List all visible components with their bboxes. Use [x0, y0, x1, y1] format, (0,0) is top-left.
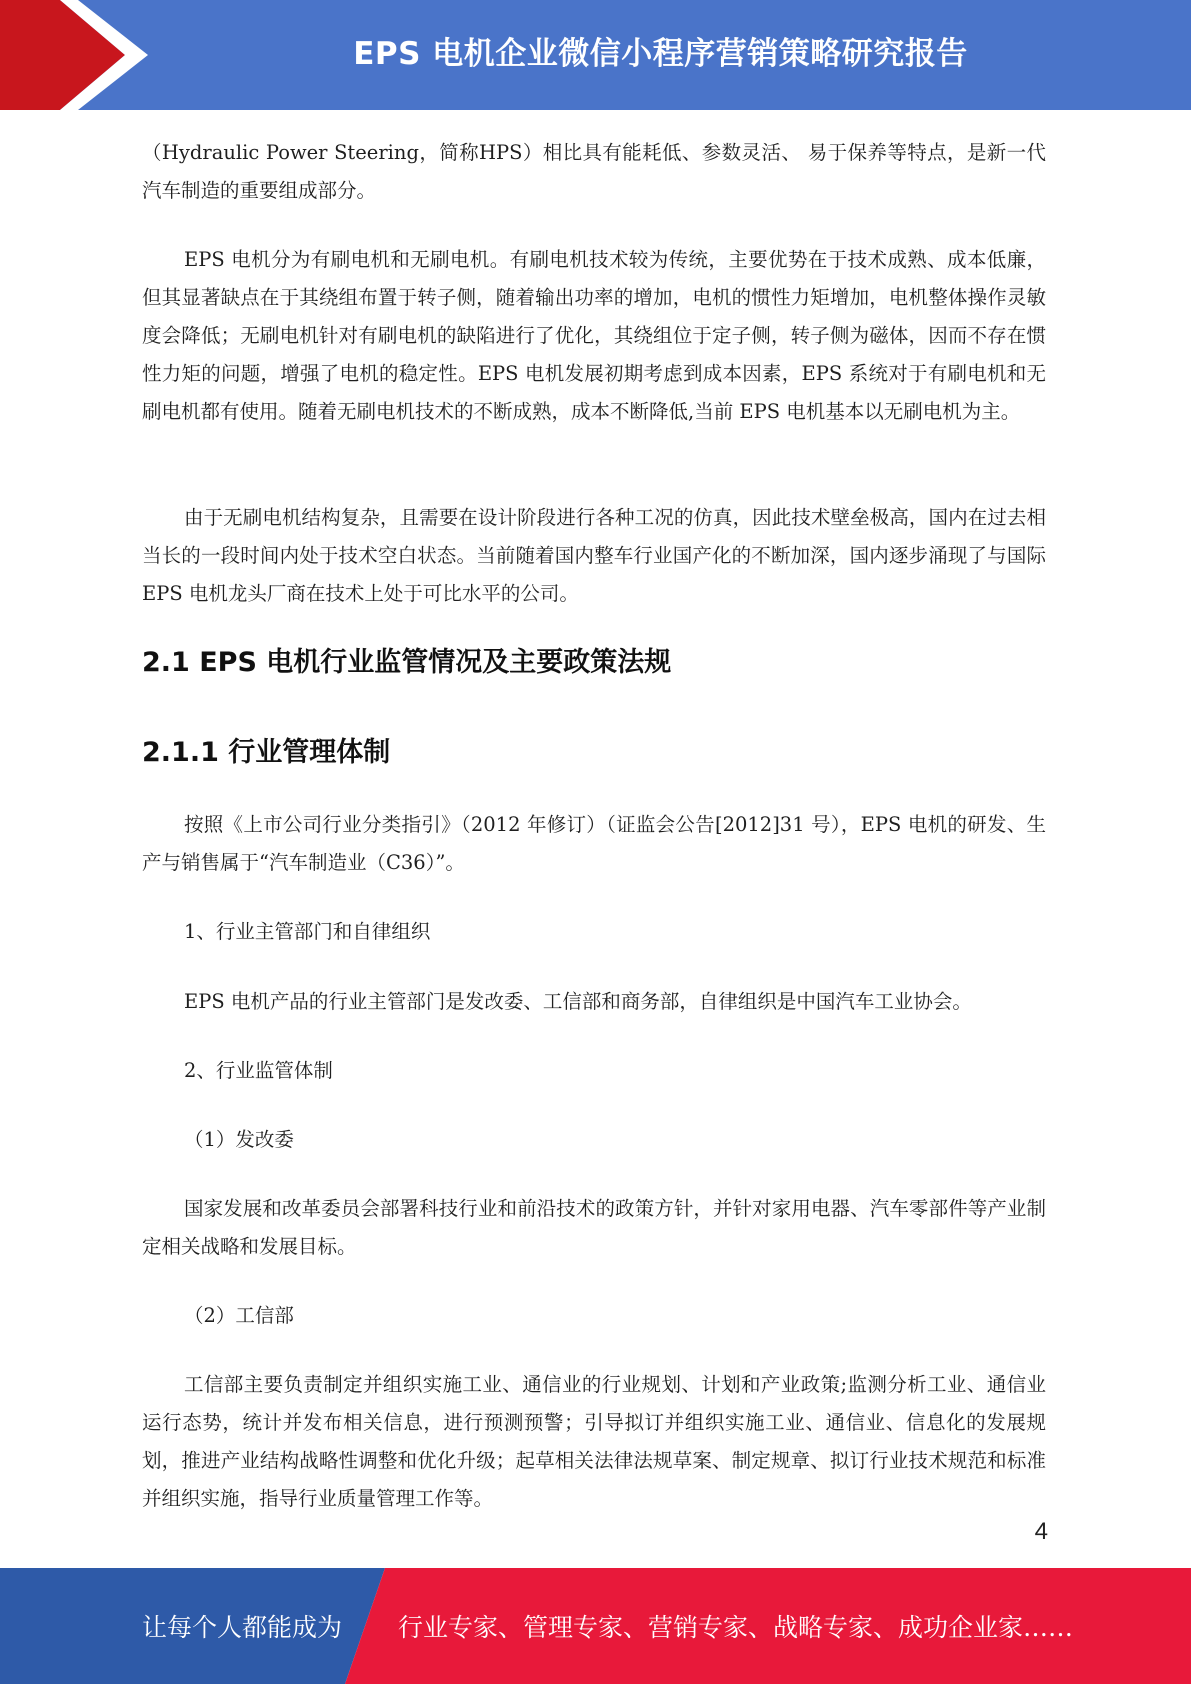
paragraph-brushless-tech: 由于无刷电机结构复杂，且需要在设计阶段进行各种工况的仿真，因此技术壁垒极高，国内在过去相当长的一段时间内处于技术空白状态。当前随着国内整车行业国产化的不断加深，国内逐步涌现了与国际 EPS 电机龙头厂商在技术上处于可比水平的公司。 [142, 506, 1046, 605]
sub-heading-miit: （2）工信部 [184, 1304, 294, 1327]
section-heading-2-1: 2.1 EPS 电机行业监管情况及主要政策法规 [142, 647, 672, 678]
paragraph-eps-motor-types: EPS 电机分为有刷电机和无刷电机。有刷电机技术较为传统，主要优势在于技术成熟、成本低廉，但其显著缺点在于其绕组布置于转子侧，随着输出功率的增加，电机的惯性力矩增加，电机整体操作灵敏度会降低；无刷电机针对有刷电机的缺陷进行了优化，其绕组位于定子侧，转子侧为磁体，因而不存在惯性力矩的问题，增强了电机的稳定性。EPS 电机发展初期考虑到成本因素，EPS 系统对于有刷电机和无刷电机都有使用。随着无刷电机技术的不断成熟，成本不断降低,当前 EPS 电机基本以无刷电机为主。 [142, 248, 1046, 423]
section-heading-2-1-1: 2.1.1 行业管理体制 [142, 737, 391, 768]
header-chevron-graphic [0, 0, 160, 110]
page-footer [0, 1568, 1191, 1684]
page-header [0, 0, 1191, 110]
paragraph-authorities: EPS 电机产品的行业主管部门是发改委、工信部和商务部，自律组织是中国汽车工业协会。 [184, 990, 972, 1013]
sub-heading-ndrc: （1）发改委 [184, 1128, 294, 1151]
list-heading-regulation: 2、行业监管体制 [184, 1059, 333, 1082]
paragraph-ndrc: 国家发展和改革委员会部署科技行业和前沿技术的政策方针，并针对家用电器、汽车零部件等产业制定相关战略和发展目标。 [142, 1197, 1046, 1258]
footer-slogan-right: 行业专家、管理专家、营销专家、战略专家、成功企业家…… [398, 1613, 1074, 1642]
paragraph-industry-classification: 按照《上市公司行业分类指引》（2012 年修订）（证监会公告[2012]31 号），EPS 电机的研发、生产与销售属于“汽车制造业（C36）”。 [142, 813, 1046, 874]
report-title: EPS 电机企业微信小程序营销策略研究报告 [353, 35, 968, 72]
paragraph-miit: 工信部主要负责制定并组织实施工业、通信业的行业规划、计划和产业政策;监测分析工业、通信业运行态势，统计并发布相关信息，进行预测预警；引导拟订并组织实施工业、通信业、信息化的发展规划，推进产业结构战略性调整和优化升级；起草相关法律法规草案、制定规章、拟订行业技术规范和标准并组织实施，指导行业质量管理工作等。 [142, 1373, 1046, 1510]
list-heading-authorities: 1、行业主管部门和自律组织 [184, 920, 431, 943]
page-number: 4 [1034, 1518, 1048, 1545]
paragraph-hps: （Hydraulic Power Steering，简称HPS）相比具有能耗低、参数灵活、 易于保养等特点，是新一代汽车制造的重要组成部分。 [142, 141, 1046, 202]
footer-slogan-left: 让每个人都能成为 [142, 1613, 343, 1642]
